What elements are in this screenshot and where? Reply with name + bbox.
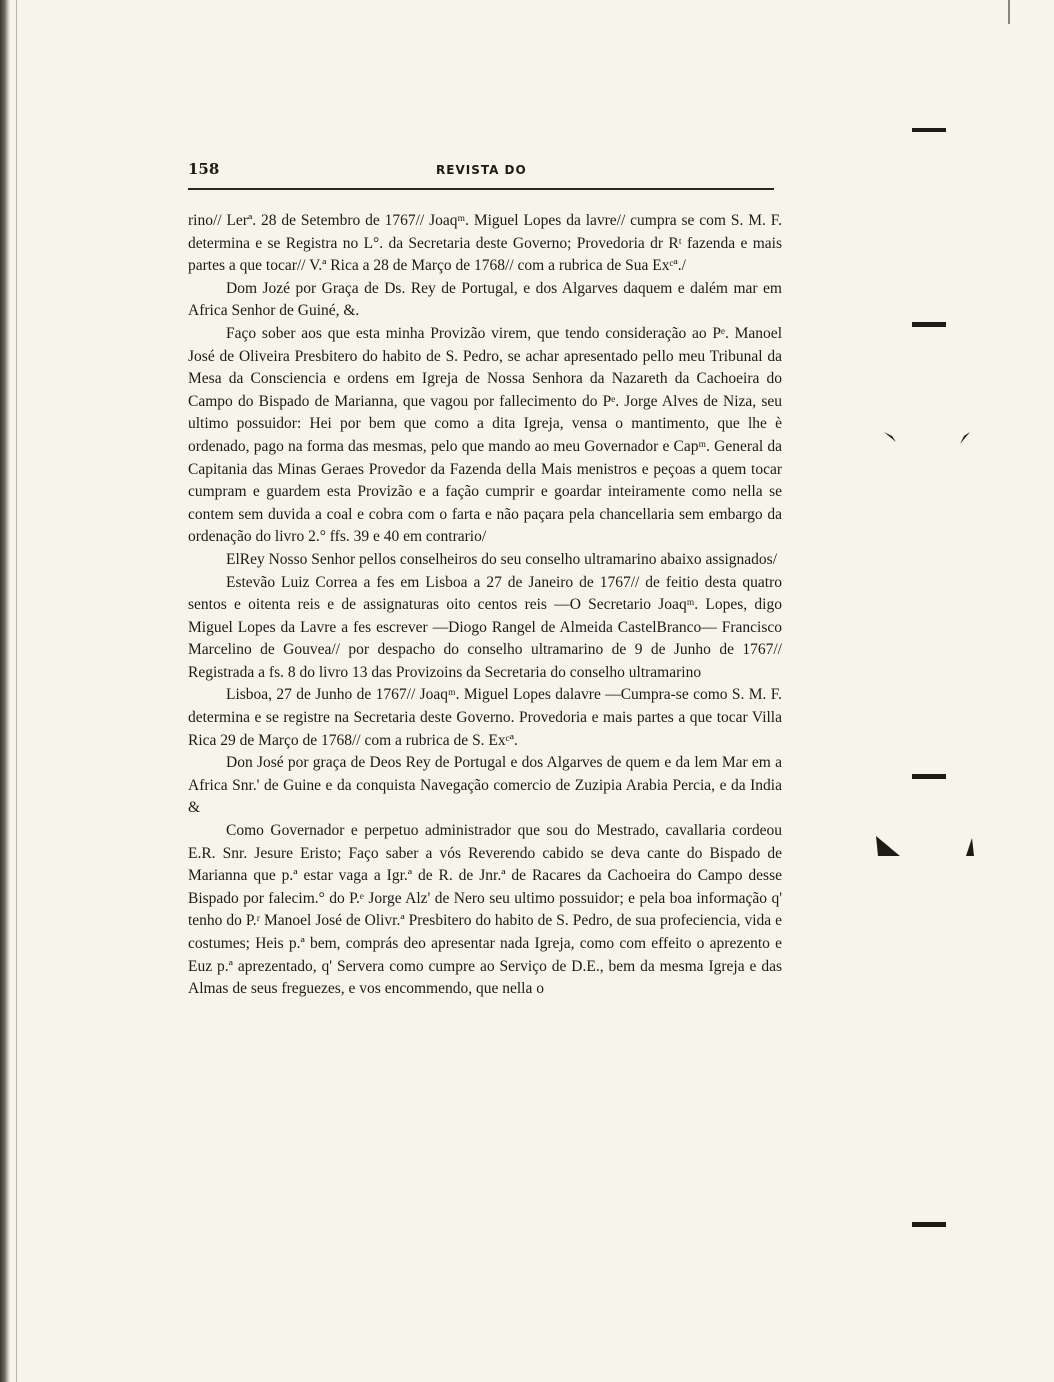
running-title: REVISTA DO <box>436 163 527 177</box>
paragraph: Estevão Luiz Correa a fes em Lisboa a 27 de Janeiro de 1767// de feitio desta quatro sentos e oitenta reis e de assignaturas oito centos reis —O Secretario Joaqᵐ. Lopes, digo Miguel Lopes da Lavre a fes escrever —Diogo Rangel de Almeida CastelBranco— Francisco Marcelino de Gouvea// por despacho do conselho ultramarino de 9 de Junho de 1767// Registrada a fs. 8 do livro 13 das Provizoins da Secretaria do conselho ultramarino <box>188 573 782 681</box>
paragraph: rino// Lerª. 28 de Setembro de 1767// Joaqᵐ. Miguel Lopes da lavre// cumpra se com S. M. F. determina e se Registra no L°. da Secretaria deste Governo; Provedoria dr Rᵗ fazenda e mais partes a que tocar// V.ª Rica a 28 de Março de 1768// com a rubrica de Sua Exᶜª./ <box>188 212 782 275</box>
body-text <box>188 210 782 1001</box>
edge-mark <box>912 318 948 330</box>
tick-mark <box>880 428 980 452</box>
edge-mark <box>912 124 948 136</box>
header-rule <box>188 188 774 190</box>
tick-mark <box>872 832 982 862</box>
paragraph: Como Governador e perpetuo administrador que sou do Mestrado, cavallaria cordeou E.R. Snr. Jesure Eristo; Faço saber a vós Reverendo cabido se deva cante do Bispado de Marianna que p.ª estar vaga a Igr.ª de R. de Jnr.ª de Racares da Cachoeira do Campo desse Bispado por falecim.° do P.ᵉ Jorge Alz' de Nero seu ultimo possuidor; e pela boa informação q' tenho do P.ʳ Manoel José de Olivr.ª Presbitero do habito de S. Pedro, de sua profeciencia, vida e costumes; Heis p.ª bem, comprás deo apresentar nada Igreja, como com effeito o aprezento e Euz p.ª aprezentado, q' Servera como cumpre ao Serviço de D.E., bem da mesma Igreja e das Almas de seus freguezes, e vos encommendo, que nella o <box>188 822 782 998</box>
edge-mark <box>912 770 948 782</box>
paragraph: Don José por graça de Deos Rey de Portugal e dos Algarves de quem e da lem Mar em a Africa Snr.' de Guine e da conquista Navegação comercio de Zuzipia Arabia Percia, e da India & <box>188 754 782 817</box>
book-binding-shadow <box>0 0 10 1382</box>
paragraph: ElRey Nosso Senhor pellos conselheiros do seu conselho ultramarino abaixo assignados/ <box>226 550 778 568</box>
paragraph: Dom Jozé por Graça de Ds. Rey de Portugal, e dos Algarves daquem e dalém mar em Africa Senhor de Guiné, &. <box>188 279 782 320</box>
binding-edge-line <box>16 0 17 1382</box>
paragraph: Lisboa, 27 de Junho de 1767// Joaqᵐ. Miguel Lopes dalavre —Cumpra-se como S. M. F. determina e se registre na Secretaria deste Governo. Provedoria e mais partes a que tocar Villa Rica 29 de Março de 1768// com a rubrica de S. Exᶜª. <box>188 686 782 749</box>
edge-mark <box>912 1218 948 1230</box>
page-number: 158 <box>188 160 220 178</box>
paragraph: Faço sober aos que esta minha Provizão virem, que tendo consideração ao Pᵉ. Manoel José de Oliveira Presbitero do habito de S. Pedro, se achar apresentado pello meu Tribunal da Mesa da Consciencia e ordens em Igreja de Nossa Senhora da Nazareth da Cachoeira do Campo do Bispado de Marianna, que vagou por fallecimento do Pᵉ. Jorge Alves de Niza, seu ultimo possuidor: Hei por bem que como a dita Igreja, vensa o mantimento, que lhe è ordenado, pago na forma das mesmas, pelo que mando ao meu Governador e Capᵐ. General da Capitania das Minas Geraes Provedor da Fazenda della Mais menistros e peçoas a quem tocar cumpram e guardem esta Provizão e a fação cumprir e goardar inteiramente como nella se contem sem duvida a coal e cobra com o farta e não paçara pela chancellaria sem embargo da ordenação do livro 2.° ffs. 39 e 40 em contrario/ <box>188 324 782 546</box>
page-header <box>188 160 774 188</box>
edge-mark <box>1000 0 1020 30</box>
